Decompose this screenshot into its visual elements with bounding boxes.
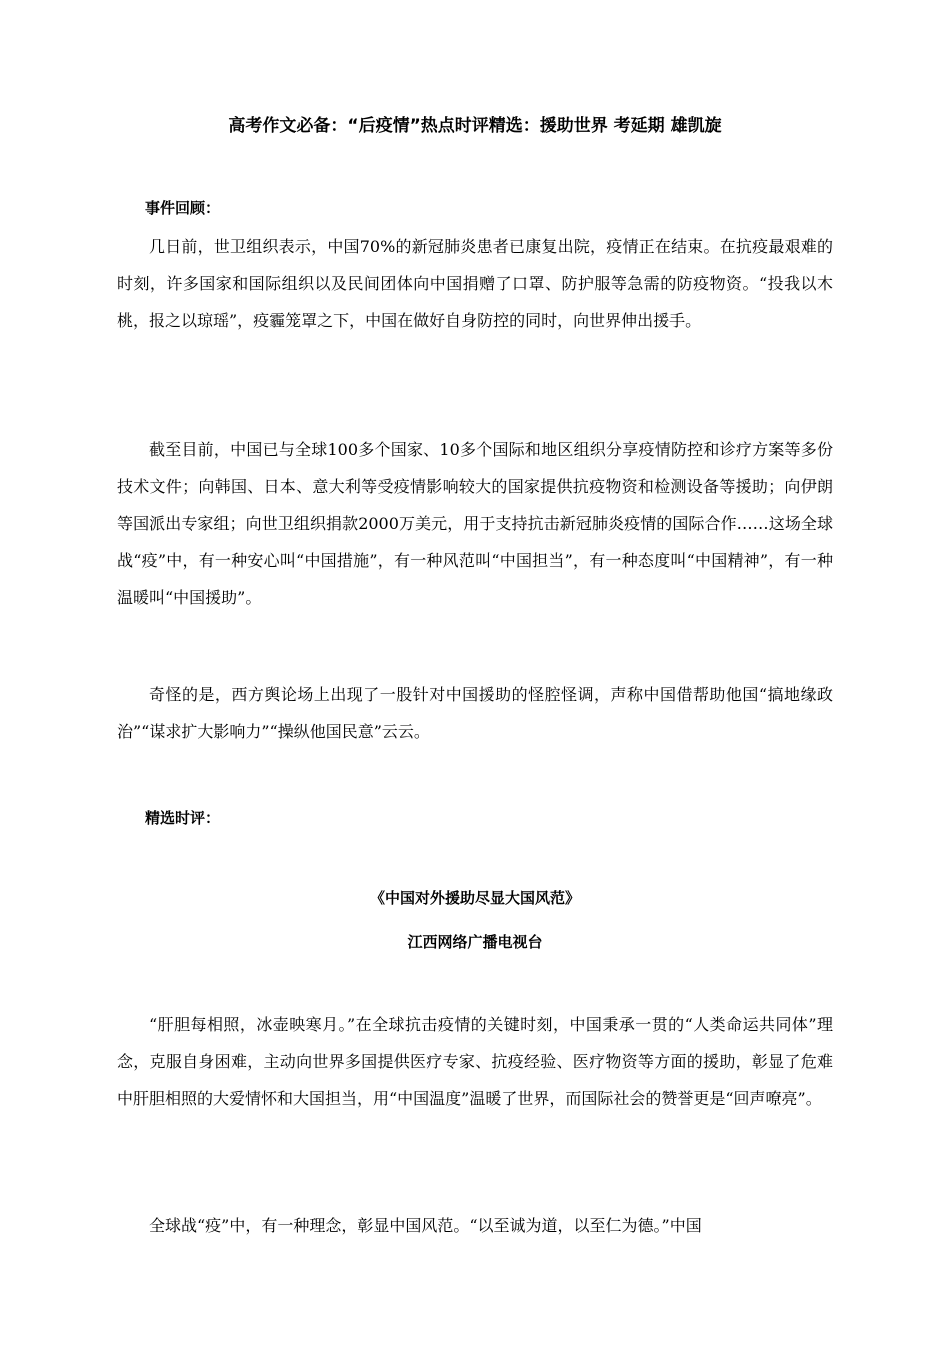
event-review-label: 事件回顾：: [145, 199, 221, 217]
document-title: 高考作文必备：“后疫情”热点时评精选：援助世界 考延期 雄凯旋: [228, 116, 722, 136]
article-source: 江西网络广播电视台: [407, 933, 543, 951]
event-paragraph-3: 奇怪的是，西方舆论场上出现了一股针对中国援助的怪腔怪调，声称中国借帮助他国“搞地缘政治”“谋求扩大影响力”“操纵他国民意”云云。: [117, 685, 833, 741]
selected-comments-label: 精选时评：: [145, 809, 221, 827]
event-paragraph-1: 几日前，世卫组织表示，中国70%的新冠肺炎患者已康复出院，疫情正在结束。在抗疫最艰难的时刻，许多国家和国际组织以及民间团体向中国捐赠了口罩、防护服等急需的防疫物资。“投我以木桃，报之以琼瑶”，疫霾笼罩之下，中国在做好自身防控的同时，向世界伸出援手。: [117, 237, 833, 330]
event-paragraph-2: 截至目前，中国已与全球100多个国家、10多个国际和地区组织分享疫情防控和诊疗方案等多份技术文件；向韩国、日本、意大利等受疫情影响较大的国家提供抗疫物资和检测设备等援助；向伊朗等国派出专家组；向世卫组织捐款2000万美元，用于支持抗击新冠肺炎疫情的国际合作……这场全球战“疫”中，有一种安心叫“中国措施”，有一种风范叫“中国担当”，有一种态度叫“中国精神”，有一种温暖叫“中国援助”。: [117, 440, 833, 607]
article-paragraph-1: “肝胆每相照，冰壶映寒月。”在全球抗击疫情的关键时刻，中国秉承一贯的“人类命运共同体”理念，克服自身困难，主动向世界多国提供医疗专家、抗疫经验、医疗物资等方面的援助，彰显了危难中肝胆相照的大爱情怀和大国担当，用“中国温度”温暖了世界，而国际社会的赞誉更是“回声嘹亮”。: [117, 1015, 833, 1108]
article-paragraph-2: 全球战“疫”中，有一种理念，彰显中国风范。“以至诚为道，以至仁为德。”中国: [149, 1216, 702, 1235]
article-title: 《中国对外援助尽显大国风范》: [369, 889, 580, 907]
